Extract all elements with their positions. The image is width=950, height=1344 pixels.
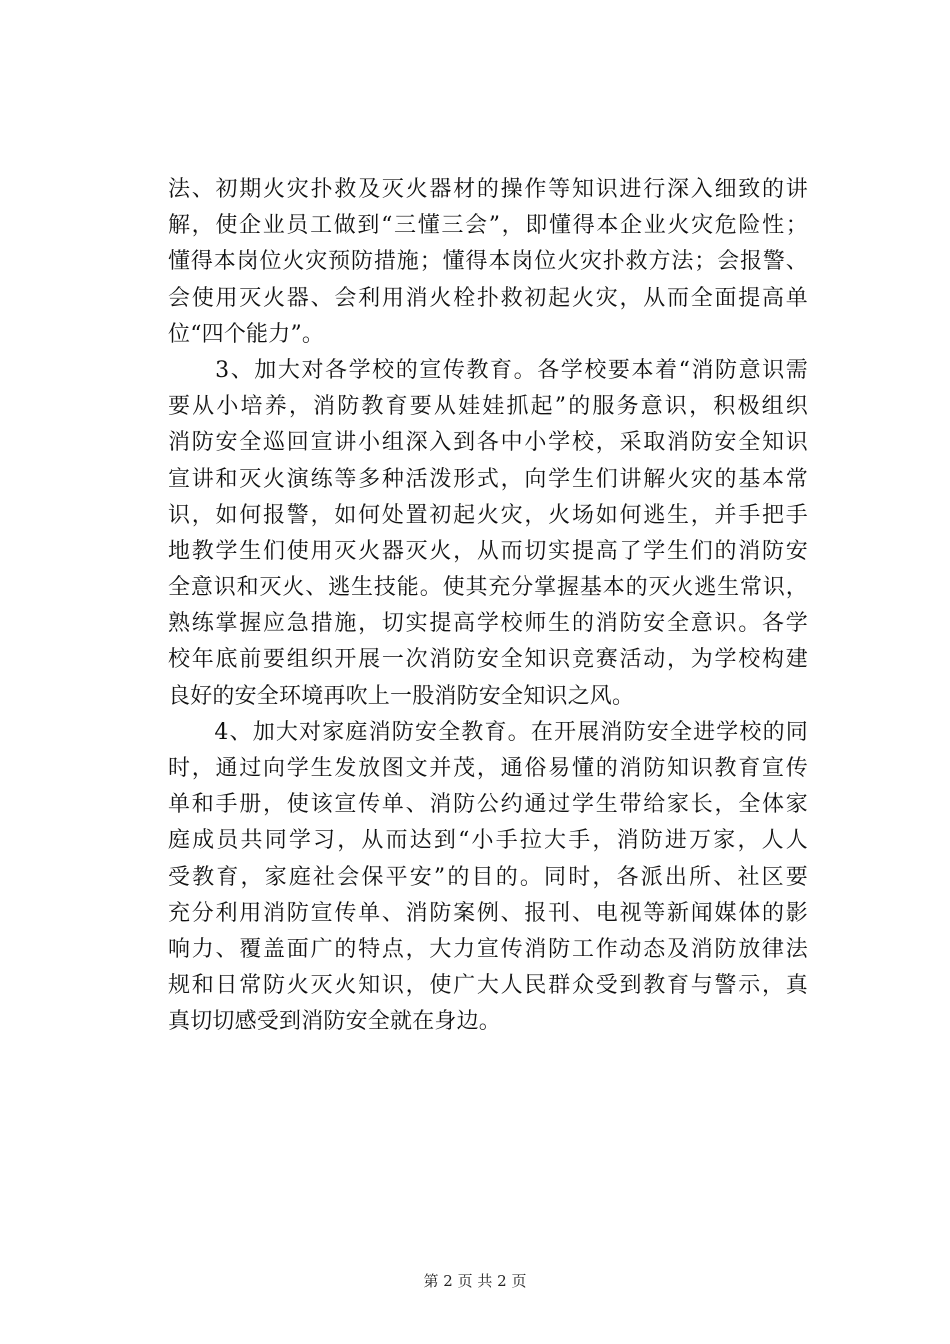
text-line: 法、初期火灾扑救及灭火器材的操作等知识进行深入细致的讲 (168, 177, 808, 202)
text-line: 识，如何报警，如何处置初起火灾，火场如何逃生，并手把手 (168, 502, 808, 528)
text-line: 消防安全巡回宣讲小组深入到各中小学校，采取消防安全知识 (168, 430, 808, 456)
text-line: 响力、覆盖面广的特点，大力宣传消防工作动态及消防放律法 (168, 936, 808, 962)
page-footer: 第 2 页 共 2 页 (423, 1272, 527, 1290)
text-line: 受教育，家庭社会保平安”的目的。同时，各派出所、社区要 (168, 864, 808, 890)
text-line: 时，通过向学生发放图文并茂，通俗易懂的消防知识教育宣传 (168, 756, 808, 781)
text-line: 宣讲和灭火演练等多种活泼形式，向学生们讲解火灾的基本常 (168, 466, 808, 492)
text-line: 地教学生们使用灭火器灭火，从而切实提高了学生们的消防安 (168, 538, 808, 564)
text-line: 规和日常防火灭火知识，使广大人民群众受到教育与警示，真 (168, 973, 808, 999)
text-line: 会使用灭火器、会利用消火栓扑救初起火灾，从而全面提高单 (168, 285, 808, 311)
text-line: 熟练掌握应急措施，切实提高学校师生的消防安全意识。各学 (168, 611, 808, 637)
text-line: 真切切感受到消防安全就在身边。 (168, 1009, 502, 1035)
text-line: 全意识和灭火、逃生技能。使其充分掌握基本的灭火逃生常识， (168, 575, 808, 601)
text-line: 单和手册，使该宣传单、消防公约通过学生带给家长，全体家 (168, 792, 808, 818)
text-line: 位“四个能力”。 (168, 321, 325, 347)
text-line: 4、加大对家庭消防安全教育。在开展消防安全进学校的同 (168, 719, 808, 745)
text-line: 良好的安全环境再吹上一股消防安全知识之风。 (168, 683, 635, 709)
text-line: 校年底前要组织开展一次消防安全知识竞赛活动，为学校构建 (168, 647, 808, 673)
text-line: 要从小培养，消防教育要从娃娃抓起”的服务意识，积极组织 (168, 394, 808, 420)
text-line: 充分利用消防宣传单、消防案例、报刊、电视等新闻媒体的影 (168, 900, 808, 926)
text-line: 庭成员共同学习，从而达到“小手拉大手，消防进万家，人人 (168, 828, 808, 854)
body-text (168, 172, 808, 1041)
text-line: 3、加大对各学校的宣传教育。各学校要本着“消防意识需 (168, 357, 808, 383)
text-line: 懂得本岗位火灾预防措施；懂得本岗位火灾扑救方法；会报警、 (168, 249, 808, 275)
text-line: 解，使企业员工做到“三懂三会”，即懂得本企业火灾危险性； (168, 213, 808, 239)
